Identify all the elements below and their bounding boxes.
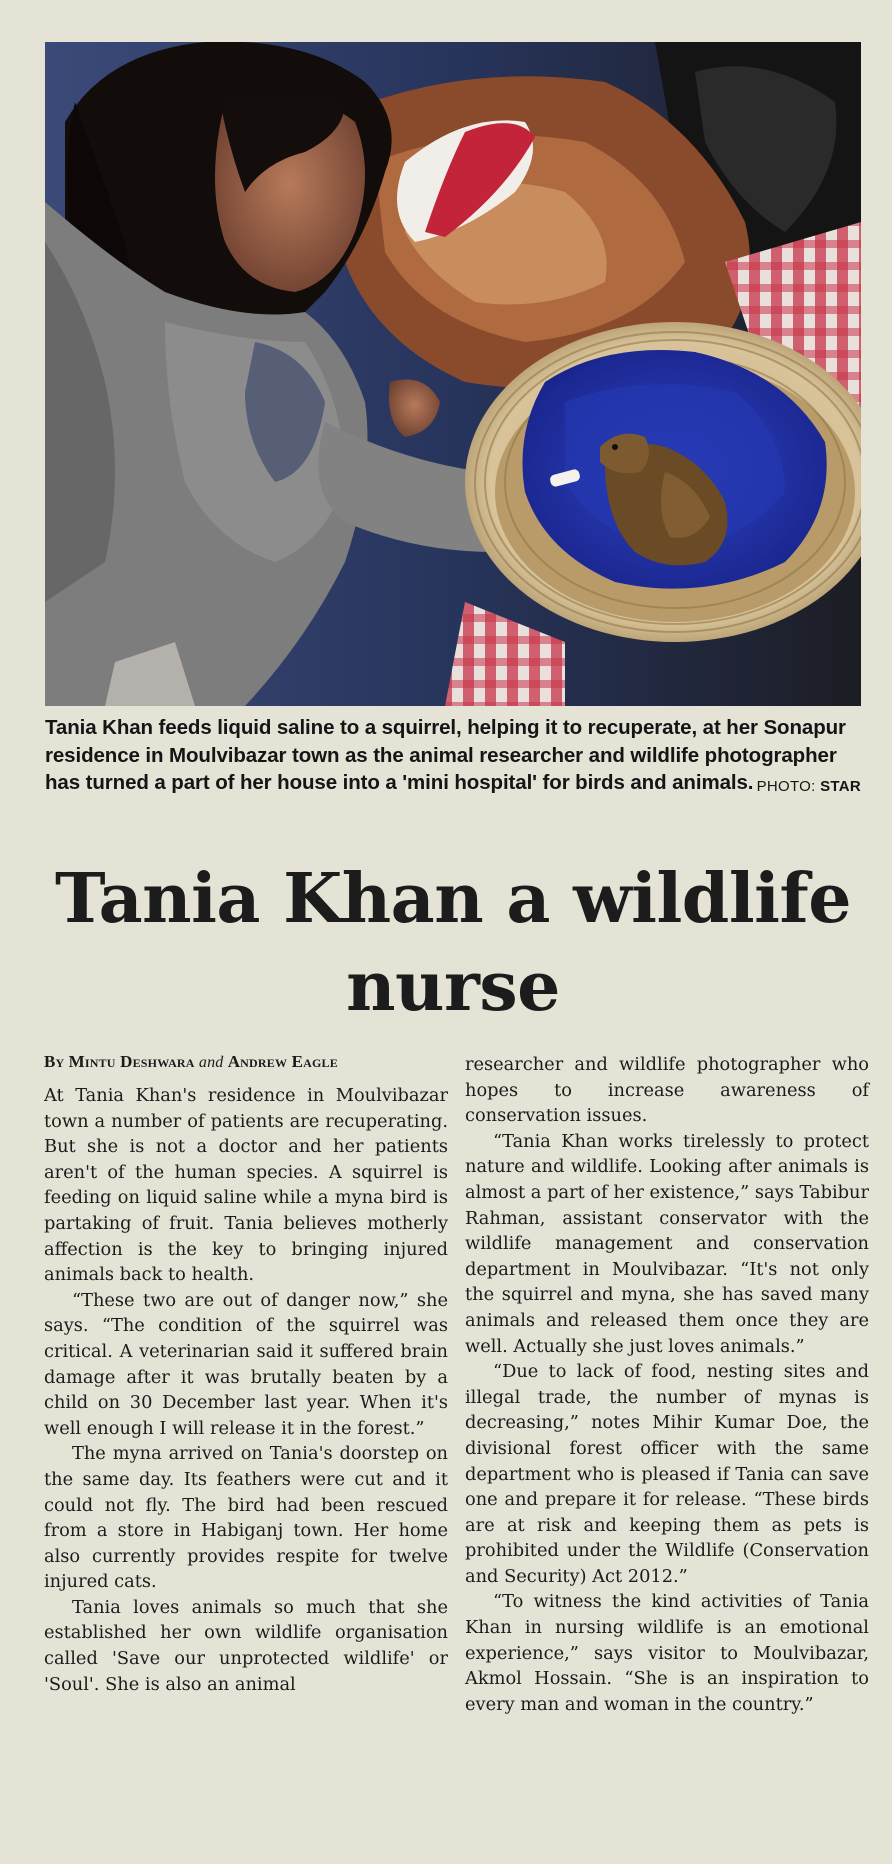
headline-line-2: nurse <box>346 947 560 1027</box>
paragraph: At Tania Khan's residence in Moulvibazar town a number of patients are recuperating. But she is not a doctor and her patients aren't of the human species. A squirrel is feeding on liquid saline while a myna bird is partaking of fruit. Tania believes motherly affection is the key to bringing injured animals back to health. <box>44 1085 448 1286</box>
photo-credit-prefix: PHOTO: <box>756 778 816 795</box>
photo-credit-source: STAR <box>820 778 861 795</box>
byline-prefix: By <box>44 1052 65 1071</box>
paragraph: “Due to lack of food, nesting sites and illegal trade, the number of mynas is decreasing,” notes Mihir Kumar Doe, the divisional forest officer with the same department who is pleased if Tania can save one and prepare it for release. “These birds are at risk and keeping them as pets is prohibited under the Wildlife (Conservation and Security) Act 2012.” <box>465 1361 869 1587</box>
headline-line-1: Tania Khan a wildlife <box>54 859 852 939</box>
byline-joiner: and <box>198 1054 224 1071</box>
article-headline <box>30 855 876 1031</box>
paragraph: “To witness the kind activities of Tania Khan in nursing wildlife is an emotional experience,” says visitor to Moulvibazar, Akmol Hossain. “She is an inspiration to every man and woman in the country.” <box>465 1591 869 1715</box>
article-column-right <box>465 1052 869 1717</box>
photo-credit <box>757 773 861 801</box>
byline-author-1: Mintu Deshwara <box>68 1052 195 1071</box>
article-column-left <box>44 1052 448 1697</box>
photo-caption <box>45 714 861 801</box>
paragraph: “These two are out of danger now,” she says. “The condition of the squirrel was critical. A veterinarian said it suffered brain damage after it was brutally beaten by a child on 30 December last year. When it's well enough I will release it in the forest.” <box>44 1289 448 1439</box>
photo-squirrel-feeding-icon <box>45 42 861 706</box>
paragraph: researcher and wildlife photographer who hopes to increase awareness of conservation issues. <box>465 1054 869 1127</box>
byline <box>44 1052 448 1073</box>
paragraph: “Tania Khan works tirelessly to protect nature and wildlife. Looking after animals is almost a part of her existence,” says Tabibur Rahman, assistant conservator with the wildlife management and conservation department in Moulvibazar. “It's not only the squirrel and myna, she has saved many animals and released them once they are well. Actually she just loves animals.” <box>465 1130 869 1357</box>
caption-text: Tania Khan feeds liquid saline to a squirrel, helping it to recuperate, at her Sonapur residence in Moulvibazar town as the animal researcher and wildlife photographer has turned a part of her house into a 'mini hospital' for birds and animals. <box>45 716 846 794</box>
paragraph: Tania loves animals so much that she established her own wildlife organisation called 'Save our unprotected wildlife' or 'Soul'. She is also an animal <box>44 1596 448 1695</box>
article-photo <box>45 42 861 706</box>
paragraph: The myna arrived on Tania's doorstep on the same day. Its feathers were cut and it could not fly. The bird had been rescued from a store in Habiganj town. Her home also currently provides respite for twelve injured cats. <box>44 1443 448 1593</box>
byline-author-2: Andrew Eagle <box>227 1052 338 1071</box>
